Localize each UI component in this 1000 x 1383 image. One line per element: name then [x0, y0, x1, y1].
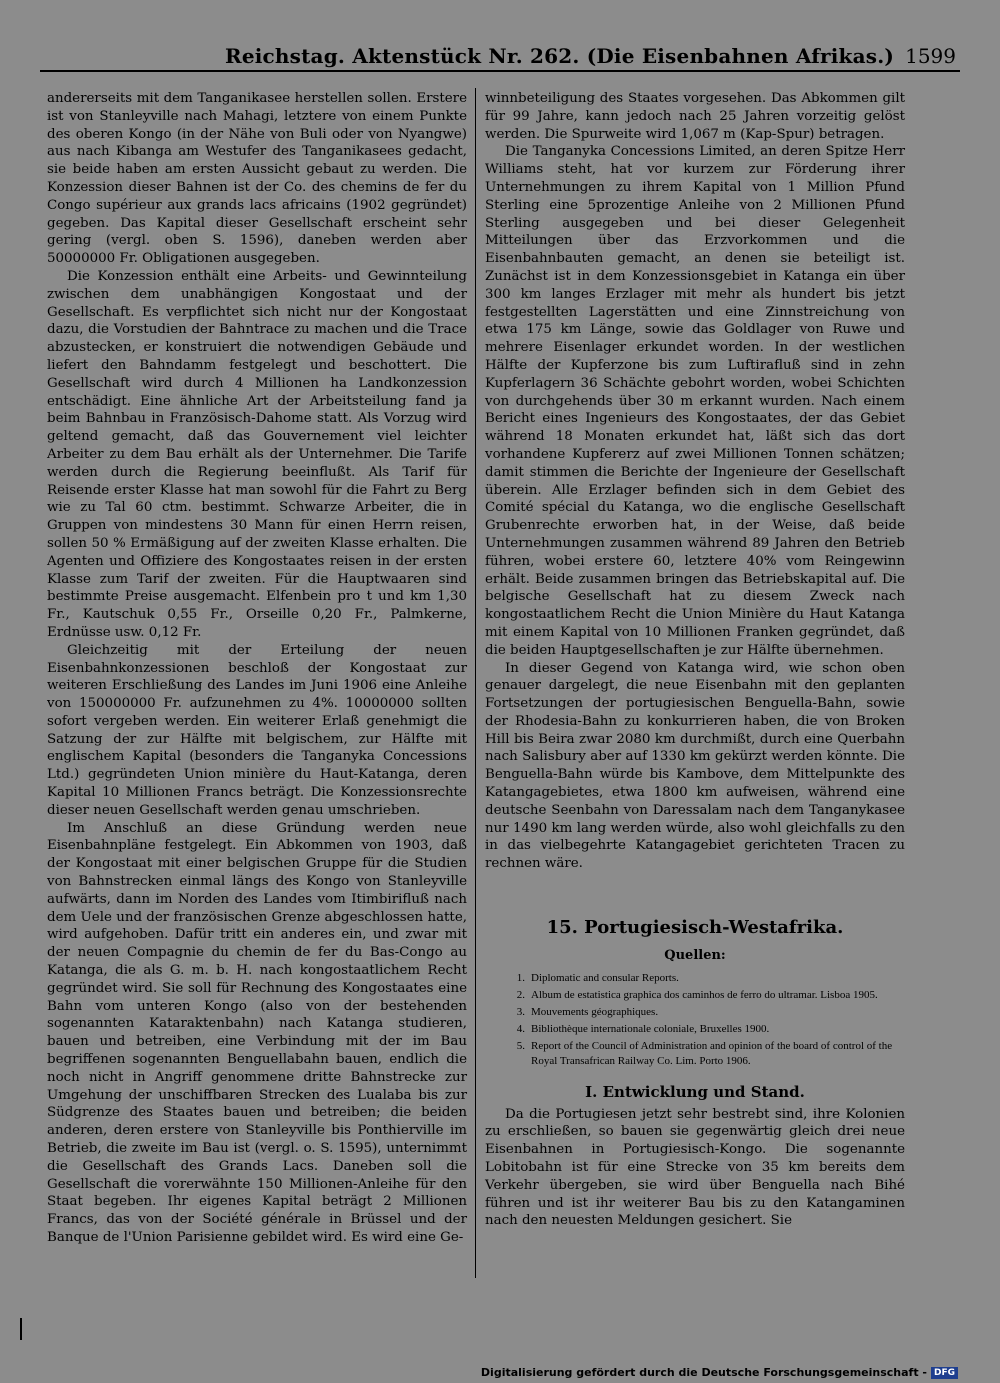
source-item	[485, 1039, 905, 1067]
digitization-credit	[481, 1366, 958, 1379]
sources-heading: Quellen:	[664, 947, 726, 963]
credit-text: Digitalisierung gefördert durch die Deutsche Forschungsgemeinschaft -	[480, 1366, 927, 1379]
dfg-logo: DFG	[931, 1367, 958, 1379]
margin-mark	[20, 1318, 22, 1340]
source-number: 3.	[516, 1006, 525, 1019]
running-title: Reichstag. Aktenstück Nr. 262. (Die Eisenbahnen Afrikas.)	[225, 44, 895, 68]
page-number: 1599	[905, 44, 956, 68]
paragraph: Im Anschluß an diese Gründung werden neue Eisenbahnpläne festgelegt. Ein Abkommen von 1903, daß der Kongostaat mit einer belgischen Gruppe für die Studien von Bahnstrecken einmal längs des Kongo von Stanleyville aufwärts, dann im Norden des Landes vom Itimbirifluß nach dem Uele und der französischen Grenze abgeschlossen hatte, wird aufgehoben. Dafür tritt ein anderes ein, und zwar mit der neuen Compagnie du chemin de fer du Bas-Congo au Katanga, die als G. m. b. H. nach kongostaatlichem Recht gegründet wird. Sie soll für Rechnung des Kongostaates eine Bahn vom unteren Kongo (also von der bestehenden sogenannten Kataraktenbahn) nach Katanga studieren, bauen und betreiben, eine Verbindung mit der im Bau begriffenen sogenannten Benguellabahn bauen, endlich die noch nicht in Angriff genommene dritte Bahnstrecke zur Umgehung der unschiffbaren Strecken des Lualaba bis zur Südgrenze des Staates bauen und betreiben; die beiden anderen, deren erstere von Stanleyville bis Ponthierville im Betrieb, die zweite im Bau ist (vergl. o. S. 1595), unternimmt die Gesellschaft des Grands Lacs. Daneben soll die Gesellschaft die vorerwähnte 150 Millionen-Anleihe für den Staat begeben. Ihr eigenes Kapital beträgt 2 Millionen Francs, das von der Société générale in Brüssel und der Banque de l'Union Parisienne gebildet wird. Es wird eine Ge-	[47, 820, 467, 1245]
subsection-title: I. Entwicklung und Stand.	[585, 1082, 805, 1101]
paragraph: Die Konzession enthält eine Arbeits- und Gewinnteilung zwischen dem unabhängigen Kongostaat und der Gesellschaft. Es verpflichtet sich nicht nur der Kongostaat dazu, die Vorstudien der Bahntrace zu machen und die Trace abzustecken, er konstruiert die notwendigen Gebäude und liefert den Bahndamm festgelegt und beschottert. Die Gesellschaft wird durch 4 Millionen ha Landkonzession entschädigt. Eine ähnliche Art der Arbeitsteilung fand ja beim Bahnbau in Französisch-Dahome statt. Als Vorzug wird geltend gemacht, daß das Gouvernement viel leichter Arbeiter zu dem Bau erhält als der Unternehmer. Die Tarife werden durch die Regierung beeinflußt. Als Tarif für Reisende erster Klasse hat man sowohl für die Fahrt zu Berg wie zu Tal 60 ctm. bestimmt. Schwarze Arbeiter, die in Gruppen von mindestens 30 Mann für einen Herrn reisen, sollen 50 % Ermäßigung auf der zweiten Klasse erhalten. Die Agenten und Offiziere des Kongostaates reisen in der ersten Klasse zum Tarif der zweiten. Für die Hauptwaaren sind bestimmte Preise ausgemacht. Elfenbein pro t und km 1,30 Fr., Kautschuk 0,55 Fr., Orseille 0,20 Fr., Palmkerne, Erdnüsse usw. 0,12 Fr.	[47, 268, 467, 640]
source-number: 1.	[516, 971, 525, 984]
section-title: 15. Portugiesisch-Westafrika.	[546, 917, 844, 939]
running-header	[40, 42, 960, 72]
source-item	[485, 988, 905, 1002]
source-number: 4.	[516, 1023, 525, 1036]
source-text: Bibliothèque internationale coloniale, Bruxelles 1900.	[531, 1023, 770, 1036]
paragraph: andererseits mit dem Tanganikasee herstellen sollen. Erstere ist von Stanleyville nach Mahagi, letztere von einem Punkte des oberen Kongo (in der Nähe von Buli oder von Nyangwe) aus nach Kibanga am Westufer des Tanganikasees gedacht, sie beide haben am ersten Aussicht gebaut zu werden. Die Konzession dieser Bahnen ist der Co. des chemins de fer du Congo supérieur aux grands lacs africains (1902 gegründet) gegeben. Das Kapital dieser Gesellschaft erscheint sehr gering (vergl. oben S. 1596), daneben werden aber 50000000 Fr. Obligationen ausgegeben.	[47, 91, 467, 267]
paragraph: In dieser Gegend von Katanga wird, wie schon oben genauer dargelegt, die neue Eisenbahn mit den geplanten Fortsetzungen der portugiesischen Benguella-Bahn, sowie der Rhodesia-Bahn zu konkurrieren haben, die von Broken Hill bis Beira zwar 2080 km durchmißt, durch eine Querbahn nach Salisbury aber auf 1330 km gekürzt werden könnte. Die Benguella-Bahn würde bis Kambove, dem Mittelpunkte des Katangagebietes, etwa 1800 km aufweisen, während eine deutsche Seenbahn von Daressalam nach dem Tanganykasee nur 1490 km lang werden würde, also wohl gleichfalls zu den in das vielbegehrte Katangagebiet gerichteten Tracen zu rechnen wäre.	[485, 660, 905, 872]
source-text: Diplomatic and consular Reports.	[531, 971, 679, 984]
paragraph: Gleichzeitig mit der Erteilung der neuen Eisenbahnkonzessionen beschloß der Kongostaat zur weiteren Erschließung des Landes im Juni 1906 eine Anleihe von 150000000 Fr. aufzunehmen zu 4%. 10000000 sollten sofort vergeben werden. Ein weiterer Erlaß genehmigt die Satzung der zur Hälfte mit belgischem, zur Hälfte mit englischem Kapital (besonders die Tanganyka Concessions Ltd.) gegründeten Union minière du Haut-Katanga, deren Kapital 10 Millionen Francs beträgt. Die Konzessionsrechte dieser neuen Gesellschaft werden genau umschrieben.	[47, 642, 467, 818]
source-text: Mouvements géographiques.	[531, 1006, 659, 1019]
paragraph: winnbeteiligung des Staates vorgesehen. Das Abkommen gilt für 99 Jahre, kann jedoch nach 25 Jahren vorzeitig gelöst werden. Die Spurweite wird 1,067 m (Kap-Spur) betragen.	[485, 91, 905, 142]
source-number: 2.	[516, 988, 525, 1001]
column-divider	[475, 88, 476, 1278]
source-text: Report of the Council of Administration and opinion of the board of control of the Royal Transafrican Railway Co. Lim. Porto 1906.	[531, 1040, 893, 1067]
source-item	[485, 1022, 905, 1036]
paragraph: Da die Portugiesen jetzt sehr bestrebt sind, ihre Kolonien zu erschließen, so bauen sie gegenwärtig gleich drei neue Eisenbahnen in Portugiesisch-Kongo. Die sogenannte Lobitobahn ist für eine Strecke von 35 km bereits dem Verkehr übergeben, sie wird über Benguella nach Bihé führen und ist ihr weiterer Bau bis zu den Katangaminen nach den neuesten Meldungen gesichert. Sie	[485, 1106, 905, 1229]
source-number: 5.	[516, 1040, 525, 1053]
right-column	[485, 90, 905, 1230]
source-text: Album de estatistica graphica dos caminhos de ferro do ultramar. Lisboa 1905.	[531, 988, 878, 1001]
source-item	[485, 1005, 905, 1019]
paragraph: Die Tanganyka Concessions Limited, an deren Spitze Herr Williams steht, hat vor kurzem zur Förderung ihrer Unternehmungen zu ihrem Kapital von 1 Million Pfund Sterling eine 5prozentige Anleihe von 2 Millionen Pfund Sterling ausgegeben und bei dieser Gelegenheit Mitteilungen über das Erzvorkommen und die Eisenbahnbauten gemacht, an denen sie beteiligt ist. Zunächst ist in dem Konzessionsgebiet in Katanga ein über 300 km langes Erzlager mit mehr als hundert bis jetzt festgestellten Lagerstätten und eine Zinnstreichung von etwa 175 km Länge, sowie das Goldlager von Ruwe und mehrere Eisenlager erkundet worden. In der westlichen Hälfte der Kupferzone bis zum Luftirafluß sind in zehn Kupferlagern 36 Schächte gebohrt worden, wobei Schichten von durchgehends über 30 m erkannt wurden. Nach einem Bericht eines Ingenieurs des Kongostaates, der das Gebiet während 18 Monaten erkundet hat, läßt sich das dort vorhandene Kupfererz auf zwei Millionen Tonnen schätzen; damit stimmen die Berichte der Ingenieure der Gesellschaft überein. Alle Erzlager befinden sich in dem Gebiet des Comité spécial du Katanga, wo die englische Gesellschaft Grubenrechte erworben hat, in der Weise, daß beide Unternehmungen zusammen während 89 Jahren den Betrieb führen, wobei erstere 60, letztere 40% vom Reingewinn erhält. Beide zusammen bringen das Betriebskapital auf. Die belgische Gesellschaft hat zu diesem Zweck nach kongostaatlichem Recht die Union Minière du Haut Katanga mit einem Kapital von 10 Millionen Franken gegründet, daß die beiden Hauptgesellschaften je zur Hälfte übernehmen.	[485, 144, 905, 658]
sources-list	[485, 971, 905, 1068]
left-column	[47, 90, 467, 1247]
source-item	[485, 971, 905, 985]
